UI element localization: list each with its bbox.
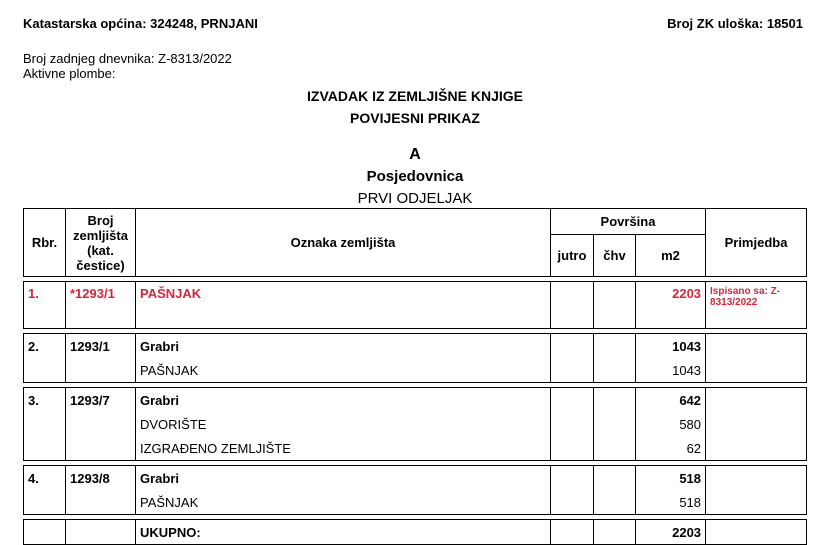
table-row bbox=[24, 334, 807, 359]
header-designation: Oznaka zemljišta bbox=[136, 209, 551, 277]
row-rbr: 4. bbox=[24, 466, 66, 491]
row-m2: 62 bbox=[636, 436, 706, 461]
section-letter: A bbox=[409, 146, 421, 163]
header-rbr: Rbr. bbox=[24, 209, 66, 277]
header-jutro: jutro bbox=[551, 235, 594, 277]
header-area: Površina bbox=[551, 209, 706, 235]
total-m2: 2203 bbox=[636, 520, 706, 545]
header-parcel: Broj zemljišta (kat. čestice) bbox=[66, 209, 136, 277]
total-label: UKUPNO: bbox=[136, 520, 551, 545]
row-rbr: 1. bbox=[24, 282, 66, 329]
table-row bbox=[24, 466, 807, 491]
row-parcel: 1293/1 bbox=[66, 334, 136, 359]
land-registry-number: Broj ZK uloška: 18501 bbox=[667, 16, 803, 31]
land-ledger-table bbox=[23, 208, 807, 545]
row-m2: 580 bbox=[636, 412, 706, 436]
table-row bbox=[24, 436, 807, 461]
cadastral-municipality: Katastarska općina: 324248, PRNJANI bbox=[23, 16, 258, 31]
row-m2-total: 642 bbox=[636, 388, 706, 413]
document-subtitle: POVIJESNI PRIKAZ bbox=[350, 110, 480, 126]
row-culture: IZGRAĐENO ZEMLJIŠTE bbox=[136, 436, 551, 461]
header-m2: m2 bbox=[636, 235, 706, 277]
row-m2-total: 1043 bbox=[636, 334, 706, 359]
document-title: IZVADAK IZ ZEMLJIŠNE KNJIGE bbox=[307, 88, 523, 104]
table-row bbox=[24, 490, 807, 515]
table-row-deleted bbox=[24, 282, 807, 329]
row-designation: Grabri bbox=[136, 466, 551, 491]
row-culture: DVORIŠTE bbox=[136, 412, 551, 436]
header-chv: čhv bbox=[594, 235, 636, 277]
table-row bbox=[24, 412, 807, 436]
row-designation: PAŠNJAK bbox=[136, 282, 551, 329]
section-name: Posjedovnica bbox=[366, 168, 464, 185]
header-note: Primjedba bbox=[706, 209, 807, 277]
table-row bbox=[24, 388, 807, 413]
row-parcel: 1293/7 bbox=[66, 388, 136, 413]
row-m2-total: 518 bbox=[636, 466, 706, 491]
row-rbr: 2. bbox=[24, 334, 66, 359]
row-m2: 518 bbox=[636, 490, 706, 515]
row-parcel: *1293/1 bbox=[66, 282, 136, 329]
last-journal-number: Broj zadnjeg dnevnika: Z-8313/2022 bbox=[23, 51, 232, 66]
row-culture: PAŠNJAK bbox=[136, 490, 551, 515]
row-note: Ispisano sa: Z-8313/2022 bbox=[706, 282, 807, 329]
row-m2: 1043 bbox=[636, 358, 706, 383]
row-rbr: 3. bbox=[24, 388, 66, 413]
row-designation: Grabri bbox=[136, 388, 551, 413]
row-m2: 2203 bbox=[636, 282, 706, 329]
table-row-total bbox=[24, 520, 807, 545]
active-seals: Aktivne plombe: bbox=[23, 66, 116, 81]
table-row bbox=[24, 358, 807, 383]
row-designation: Grabri bbox=[136, 334, 551, 359]
row-parcel: 1293/8 bbox=[66, 466, 136, 491]
division-name: PRVI ODJELJAK bbox=[357, 190, 473, 207]
row-culture: PAŠNJAK bbox=[136, 358, 551, 383]
